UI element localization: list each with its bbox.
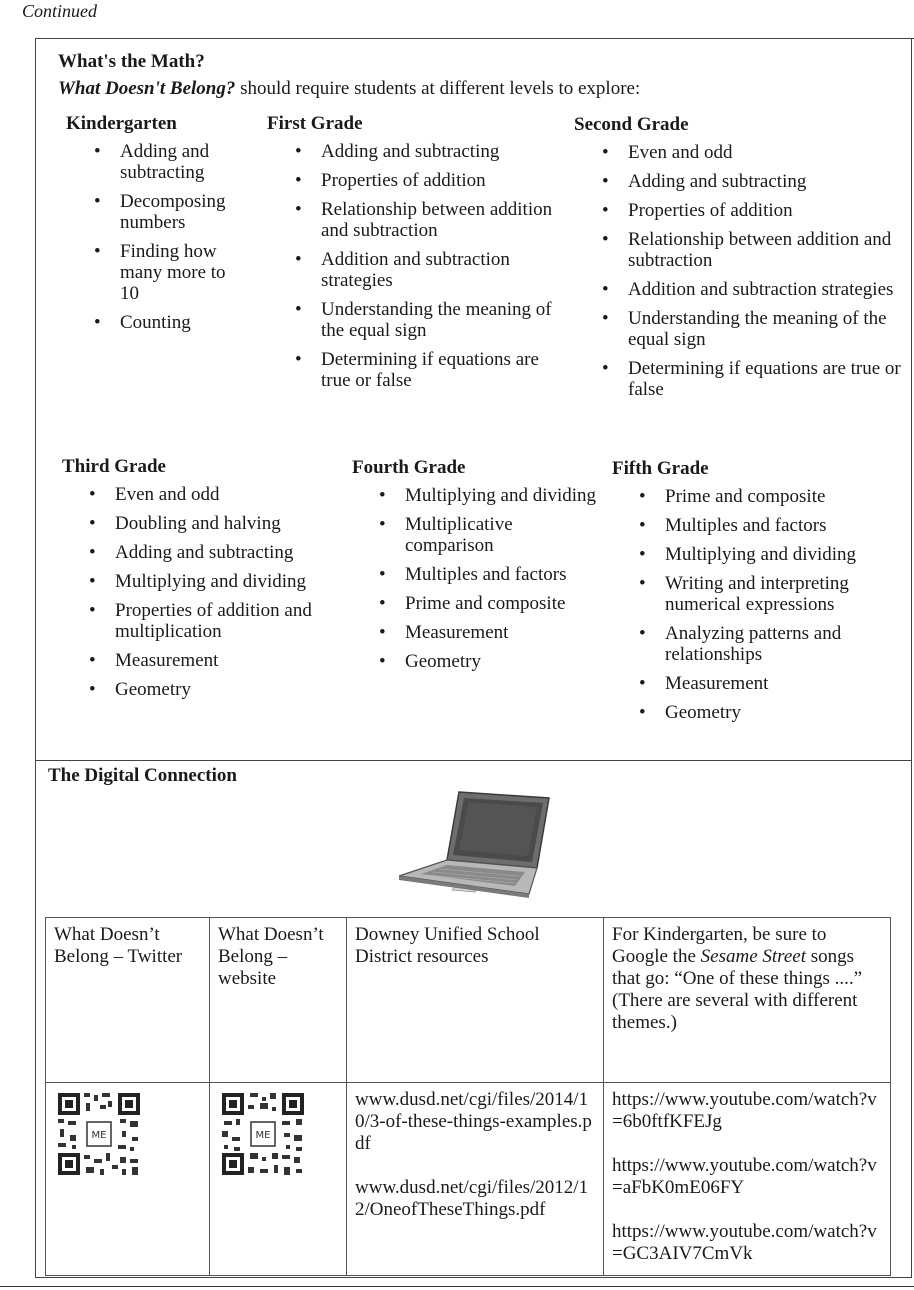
table-row [46, 1083, 891, 1276]
qr-me-label: ME [91, 1130, 107, 1141]
grade-heading: Kindergarten [66, 113, 177, 134]
website-column-header: What Doesn’t Belong – website [210, 918, 347, 1083]
grade-topic: • Adding and subtracting [115, 542, 342, 563]
grade-topic: • Adding and subtracting [321, 141, 557, 162]
grade-column-first [267, 113, 557, 399]
grade-topic: • Geometry [115, 679, 342, 700]
grade-topic: • Geometry [405, 651, 602, 672]
grade-topic: • Writing and interpreting numerical expressions [665, 573, 902, 615]
grade-topic-list [62, 484, 342, 700]
grade-topic: • Properties of addition and multiplication [115, 600, 342, 642]
grade-heading: First Grade [267, 113, 363, 134]
grade-topic: • Analyzing patterns and relationships [665, 623, 902, 665]
grade-topic: • Counting [120, 312, 236, 333]
resources-table [45, 917, 891, 1276]
qr-code-icon[interactable] [56, 1091, 142, 1177]
grade-topic: • Adding and subtracting [628, 171, 902, 192]
kindergarten-tip-cell [604, 918, 891, 1083]
grade-topic: • Addition and subtraction strategies [321, 249, 557, 291]
math-subtitle [58, 78, 640, 100]
sesame-street-title: Sesame Street [700, 946, 807, 967]
grade-topic: • Finding how many more to 10 [120, 241, 236, 304]
grade-topic: • Understanding the meaning of the equal sign [628, 308, 902, 350]
qr-me-label: ME [255, 1130, 271, 1141]
grade-topic: • Measurement [405, 622, 602, 643]
continued-label: Continued [22, 1, 97, 21]
youtube-links-cell [604, 1083, 891, 1276]
kindergarten-tip-post: songs that go: “One of these things ....” [612, 946, 863, 989]
grade-topic: • Understanding the meaning of the equal sign [321, 299, 557, 341]
grade-topic: • Doubling and halving [115, 513, 342, 534]
youtube-link-3[interactable]: https://www.youtube.com/watch?v=GC3AIV7CmVk [612, 1221, 877, 1264]
youtube-link-1[interactable]: https://www.youtube.com/watch?v=6b0ftfKFEJg [612, 1089, 877, 1132]
grade-column-kindergarten [66, 113, 236, 341]
grade-topic: • Even and odd [115, 484, 342, 505]
grade-topic-list [352, 485, 602, 672]
grade-heading: Fifth Grade [612, 458, 709, 479]
math-section-title: What's the Math? [58, 51, 205, 72]
grade-topic-list [574, 142, 902, 400]
grade-topic: • Addition and subtraction strategies [628, 279, 902, 300]
grade-topic: • Multiplying and dividing [115, 571, 342, 592]
twitter-qr-cell [46, 1083, 210, 1276]
grade-topic: • Prime and composite [405, 593, 602, 614]
kindergarten-tip-pre: For Kindergarten, be sure to Google the [612, 924, 827, 967]
website-qr-cell [210, 1083, 347, 1276]
grade-topic-list [267, 141, 557, 391]
youtube-link-2[interactable]: https://www.youtube.com/watch?v=aFbK0mE06FY [612, 1155, 877, 1198]
themes-note: (There are several with different themes.) [612, 990, 858, 1033]
grade-topic: • Decomposing numbers [120, 191, 236, 233]
grade-topic: • Properties of addition [628, 200, 902, 221]
grade-topic-list [612, 486, 902, 723]
grade-topic: • Multiplicative comparison [405, 514, 602, 556]
laptop-icon [397, 790, 557, 900]
grade-column-third [62, 456, 342, 708]
grade-topic-list [66, 141, 236, 333]
grade-heading: Fourth Grade [352, 457, 466, 478]
dusd-links-cell [347, 1083, 604, 1276]
grade-topic: • Adding and subtracting [120, 141, 236, 183]
dusd-link-2[interactable]: www.dusd.net/cgi/files/2012/12/OneofTheseThings.pdf [355, 1177, 589, 1220]
grade-topic: • Prime and composite [665, 486, 902, 507]
grade-column-second [574, 114, 902, 408]
grade-topic: • Multiples and factors [665, 515, 902, 536]
twitter-column-header: What Doesn’t Belong – Twitter [46, 918, 210, 1083]
grade-topic: • Measurement [115, 650, 342, 671]
grade-topic: • Determining if equations are true or false [628, 358, 902, 400]
grade-column-fourth [352, 457, 602, 680]
grade-topic: • Geometry [665, 702, 902, 723]
grade-heading: Second Grade [574, 114, 689, 135]
grade-topic: • Measurement [665, 673, 902, 694]
grade-column-fifth [612, 458, 902, 731]
grade-topic: • Properties of addition [321, 170, 557, 191]
grade-topic: • Multiplying and dividing [665, 544, 902, 565]
grade-topic: • Even and odd [628, 142, 902, 163]
digital-section-title: The Digital Connection [48, 765, 237, 786]
math-subtitle-rest: should require students at different levels to explore: [235, 78, 641, 99]
math-subtitle-italic: What Doesn't Belong? [58, 78, 236, 99]
table-row [46, 918, 891, 1083]
grade-topic: • Multiplying and dividing [405, 485, 602, 506]
grade-topic: • Relationship between addition and subtraction [321, 199, 557, 241]
section-divider [35, 760, 912, 761]
bottom-rule [0, 1286, 914, 1287]
qr-code-icon[interactable] [220, 1091, 306, 1177]
dusd-column-header: Downey Unified School District resources [347, 918, 604, 1083]
grade-heading: Third Grade [62, 456, 166, 477]
grade-topic: • Determining if equations are true or false [321, 349, 557, 391]
dusd-link-1[interactable]: www.dusd.net/cgi/files/2014/10/3-of-these-things-examples.pdf [355, 1089, 592, 1154]
grade-topic: • Relationship between addition and subtraction [628, 229, 902, 271]
grade-topic: • Multiples and factors [405, 564, 602, 585]
